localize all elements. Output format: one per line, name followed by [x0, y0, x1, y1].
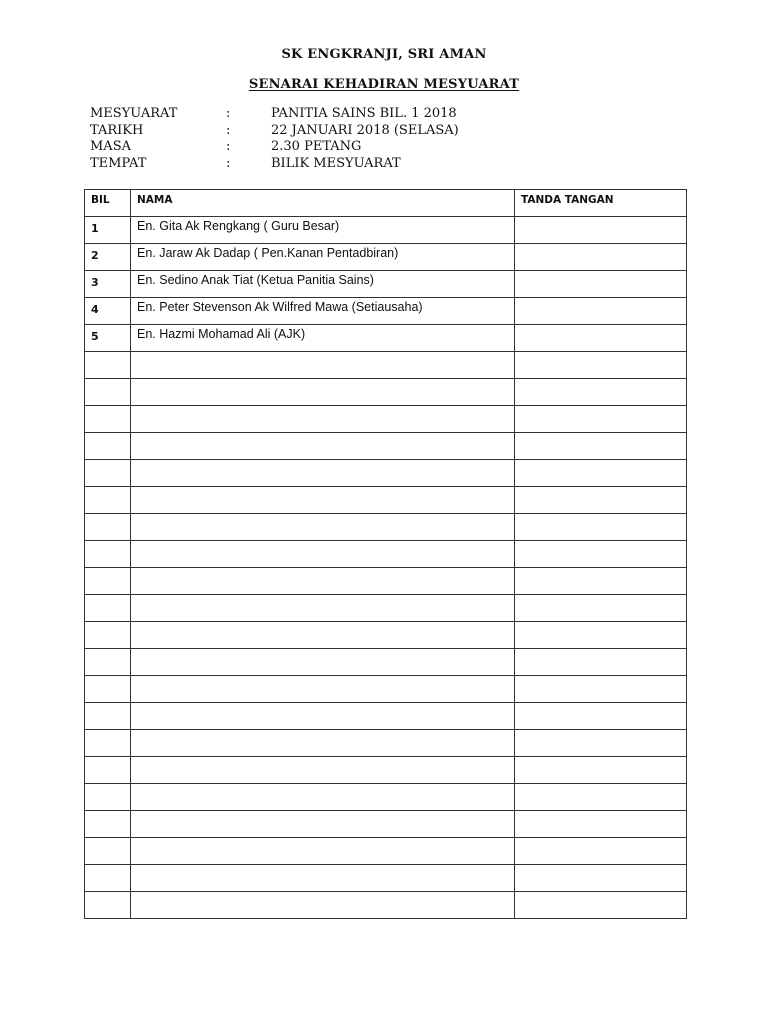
meta-row-mesyuarat [90, 106, 690, 123]
name-cell [131, 568, 515, 595]
table-row [85, 892, 687, 919]
meta-row-tempat [90, 156, 690, 173]
column-header-bil: BIL [85, 190, 131, 217]
row-number-cell [85, 487, 131, 514]
name-cell [131, 757, 515, 784]
signature-cell[interactable] [515, 838, 687, 865]
signature-cell[interactable] [515, 622, 687, 649]
row-number-cell [85, 811, 131, 838]
name-cell: En. Jaraw Ak Dadap ( Pen.Kanan Pentadbiran) [131, 244, 515, 271]
table-row [85, 838, 687, 865]
table-row [85, 217, 687, 244]
signature-cell[interactable] [515, 244, 687, 271]
table-row [85, 865, 687, 892]
name-cell [131, 487, 515, 514]
row-number-cell [85, 676, 131, 703]
table-row [85, 568, 687, 595]
name-cell [131, 676, 515, 703]
name-cell: En. Sedino Anak Tiat (Ketua Panitia Sains) [131, 271, 515, 298]
table-row [85, 433, 687, 460]
row-number-cell [85, 541, 131, 568]
meta-value: 22 JANUARI 2018 (SELASA) [271, 122, 459, 138]
row-number-cell: 2 [85, 244, 131, 271]
row-number-cell [85, 865, 131, 892]
table-header-row [85, 190, 687, 217]
attendance-table [84, 189, 687, 919]
meta-row-masa [90, 139, 690, 156]
row-number-cell [85, 460, 131, 487]
name-cell [131, 514, 515, 541]
table-row [85, 730, 687, 757]
signature-cell[interactable] [515, 892, 687, 919]
table-row [85, 811, 687, 838]
signature-cell[interactable] [515, 568, 687, 595]
column-header-tanda-tangan: TANDA TANGAN [515, 190, 687, 217]
column-header-nama: NAMA [131, 190, 515, 217]
name-cell [131, 433, 515, 460]
school-name: SK ENGKRANJI, SRI AMAN [281, 47, 487, 62]
meta-value: 2.30 PETANG [271, 139, 362, 154]
row-number-cell [85, 406, 131, 433]
meta-colon: : [226, 106, 231, 121]
table-row [85, 595, 687, 622]
name-cell [131, 406, 515, 433]
name-cell [131, 352, 515, 379]
meta-label: TEMPAT [90, 155, 147, 171]
name-cell [131, 811, 515, 838]
row-number-cell [85, 568, 131, 595]
row-number-cell [85, 379, 131, 406]
row-number-cell [85, 622, 131, 649]
name-cell [131, 865, 515, 892]
table-row [85, 514, 687, 541]
row-number-cell [85, 352, 131, 379]
table-row [85, 757, 687, 784]
meeting-details [90, 106, 690, 172]
signature-cell[interactable] [515, 487, 687, 514]
document-title-text: SENARAI KEHADIRAN MESYUARAT [248, 77, 520, 92]
meta-row-tarikh [90, 123, 690, 140]
name-cell [131, 622, 515, 649]
row-number-cell [85, 784, 131, 811]
table-row [85, 352, 687, 379]
row-number-cell: 5 [85, 325, 131, 352]
meta-value: PANITIA SAINS BIL. 1 2018 [271, 106, 457, 121]
signature-cell[interactable] [515, 460, 687, 487]
row-number-cell [85, 595, 131, 622]
name-cell [131, 784, 515, 811]
meta-label: MESYUARAT [90, 106, 178, 121]
table-row [85, 541, 687, 568]
signature-cell[interactable] [515, 703, 687, 730]
meta-colon: : [226, 139, 231, 154]
table-row [85, 676, 687, 703]
meta-label: MASA [90, 139, 131, 154]
signature-cell[interactable] [515, 811, 687, 838]
signature-cell[interactable] [515, 865, 687, 892]
name-cell [131, 730, 515, 757]
name-cell: En. Gita Ak Rengkang ( Guru Besar) [131, 217, 515, 244]
name-cell [131, 838, 515, 865]
meta-value: BILIK MESYUARAT [271, 155, 401, 171]
row-number-cell [85, 649, 131, 676]
table-row [85, 622, 687, 649]
signature-cell[interactable] [515, 433, 687, 460]
signature-cell[interactable] [515, 514, 687, 541]
meta-colon: : [226, 122, 231, 138]
meta-colon: : [226, 155, 231, 171]
name-cell: En. Peter Stevenson Ak Wilfred Mawa (Setiausaha) [131, 298, 515, 325]
signature-cell[interactable] [515, 595, 687, 622]
row-number-cell [85, 892, 131, 919]
row-number-cell: 3 [85, 271, 131, 298]
table-row [85, 298, 687, 325]
signature-cell[interactable] [515, 271, 687, 298]
name-cell [131, 595, 515, 622]
signature-cell[interactable] [515, 757, 687, 784]
table-row [85, 460, 687, 487]
name-cell [131, 541, 515, 568]
row-number-cell [85, 757, 131, 784]
signature-cell[interactable] [515, 217, 687, 244]
row-number-cell [85, 514, 131, 541]
name-cell [131, 460, 515, 487]
signature-cell[interactable] [515, 406, 687, 433]
name-cell [131, 379, 515, 406]
row-number-cell [85, 730, 131, 757]
name-cell [131, 649, 515, 676]
document-title [0, 77, 768, 92]
table-row [85, 244, 687, 271]
name-cell [131, 892, 515, 919]
table-row [85, 379, 687, 406]
table-row [85, 703, 687, 730]
signature-cell[interactable] [515, 325, 687, 352]
table-row [85, 406, 687, 433]
signature-cell[interactable] [515, 676, 687, 703]
signature-cell[interactable] [515, 352, 687, 379]
attendance-rows [85, 217, 687, 919]
signature-cell[interactable] [515, 379, 687, 406]
signature-cell[interactable] [515, 730, 687, 757]
row-number-cell [85, 703, 131, 730]
meta-label: TARIKH [90, 122, 144, 138]
signature-cell[interactable] [515, 649, 687, 676]
name-cell: En. Hazmi Mohamad Ali (AJK) [131, 325, 515, 352]
signature-cell[interactable] [515, 784, 687, 811]
row-number-cell: 1 [85, 217, 131, 244]
table-row [85, 271, 687, 298]
row-number-cell [85, 433, 131, 460]
row-number-cell: 4 [85, 298, 131, 325]
row-number-cell [85, 838, 131, 865]
table-row [85, 784, 687, 811]
name-cell [131, 703, 515, 730]
table-row [85, 325, 687, 352]
table-row [85, 487, 687, 514]
signature-cell[interactable] [515, 298, 687, 325]
table-row [85, 649, 687, 676]
signature-cell[interactable] [515, 541, 687, 568]
